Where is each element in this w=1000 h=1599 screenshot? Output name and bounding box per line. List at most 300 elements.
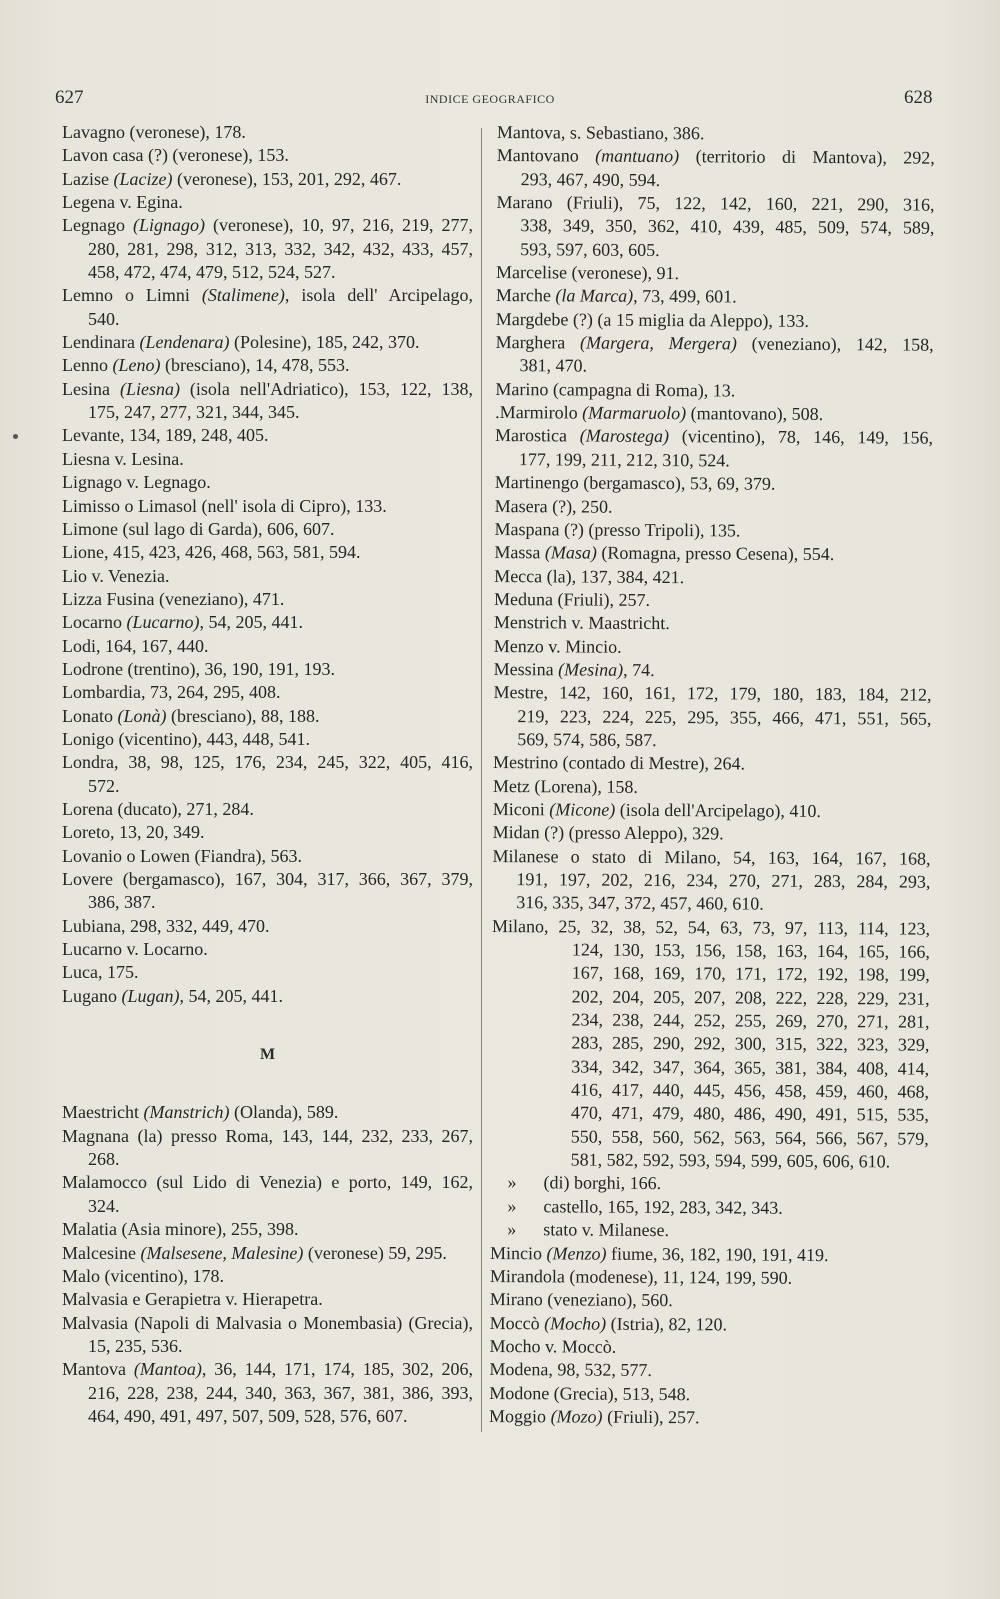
entry-text-rest: (Romagna, presso Cesena), 554. [596,542,835,565]
entry-line [62,588,473,611]
entry-text: Lubiana, 298, 332, 449, 470. [62,915,270,936]
entry-text-rest: (isola dell'Arcipelago), 410. [615,799,822,821]
entry-variant-name: (Margera, Mergera) [579,332,737,354]
entry-text-rest: (Friuli), 257. [602,1406,700,1428]
index-entry [62,635,473,658]
entry-line [62,121,473,144]
index-entry [493,751,931,777]
index-entry [62,751,473,798]
entry-text: Malo (vicentino), 178. [62,1265,224,1286]
entry-line [62,1265,473,1288]
entry-text: Margdebe (?) (a 15 miglia da Aleppo), 133. [495,308,809,331]
entry-text: Modena, 98, 532, 577. [489,1359,652,1381]
entry-text: Limone (sul lago di Garda), 606, 607. [62,518,335,539]
index-entry [490,1195,928,1221]
index-entry [62,1242,473,1265]
entry-continuation-line: 216, 228, 238, 244, 340, 363, 367, 381, 386, 393, [88,1382,473,1403]
index-entry [62,821,473,844]
running-title: INDICE GEOGRAFICO [425,92,555,106]
entry-text: Liesna v. Lesina. [62,448,184,469]
entry-continuation-line: 381, 470. [519,355,588,376]
entry-variant-name: (Liesna) [119,378,180,399]
index-entry [62,1125,473,1172]
entry-text: Mantova, s. Sebastiano, 386. [496,121,705,144]
entry-text-rest: (mantovano), 508. [686,403,824,425]
entry-line [62,284,473,307]
entry-line [62,168,473,191]
entry-line [493,798,931,824]
entry-variant-name: (Marostega) [579,425,670,447]
entry-variant-name: (Lendenara) [139,332,230,353]
entry-text-rest: (Polesine), 185, 242, 370. [229,332,420,353]
entry-text: Massa [494,542,545,563]
entry-line [496,308,934,334]
entry-variant-name: (Lugan) [121,985,180,1006]
entry-line [62,495,473,518]
entry-text: (di) borghi, 166. [543,1172,662,1194]
entry-line [496,261,934,287]
index-entry [496,284,934,310]
index-entry [62,845,473,868]
entry-line [490,1218,928,1244]
entry-text: Miconi [492,798,550,820]
entry-text: Malcesine [62,1242,141,1263]
entry-variant-name: (Micone) [549,799,616,820]
entry-line [62,424,473,447]
entry-text: Marche [495,285,556,306]
entry-line [494,658,932,684]
entry-line [62,1358,473,1381]
index-entry [492,845,930,918]
entry-text: Lesina [62,378,120,399]
index-entry [62,448,473,471]
entry-variant-name: (la Marca) [555,285,634,307]
entry-line [495,424,933,450]
index-entry [494,565,932,591]
entry-text: Legena v. Egina. [62,192,183,213]
entry-text: Malvasia e Gerapietra v. Hierapetra. [62,1289,323,1310]
entry-line [62,448,473,471]
entry-line [62,1288,473,1311]
entry-text-rest: , 36, 144, 171, 174, 185, 302, 206, [201,1359,474,1380]
entry-continuation-line: 293, 467, 490, 594. [520,168,661,190]
index-entry [494,588,932,614]
index-entry [496,308,934,334]
entry-text: Milanese o stato di Milano, 54, 163, 164, 167, 168, [492,845,931,869]
entry-line [490,1195,928,1221]
entry-line [492,915,930,941]
entry-continuation-line: 268. [88,1149,120,1170]
entry-line [62,985,473,1008]
entry-variant-name: (Lucarno) [126,612,200,633]
index-entry [495,331,933,380]
entry-text: Magnana (la) presso Roma, 143, 144, 232, 233, 267, [62,1125,473,1146]
entry-line [62,938,473,961]
entry-text: Masera (?), 250. [494,495,613,517]
entry-line [489,1358,927,1384]
entry-variant-name: (mantuano) [595,145,680,167]
entry-line [62,378,473,401]
entry-line [62,868,473,891]
entry-text: castello, 165, 192, 283, 342, 343. [543,1196,783,1218]
entry-text: Lucarno v. Locarno. [62,939,208,960]
index-entry [494,658,932,684]
entry-line [62,144,473,167]
entry-text: Mirandola (modenese), 11, 124, 199, 590. [489,1265,793,1288]
entry-text: Lio v. Venezia. [62,565,170,586]
entry-continuation-line: 569, 574, 586, 587. [517,729,657,750]
index-entry [489,1382,927,1408]
index-entry [62,728,473,751]
index-entry [494,518,932,544]
entry-line [489,1405,927,1431]
entry-text: Marino (campagna di Roma), 13. [495,378,736,401]
entry-text-rest: (Olanda), 589. [229,1102,339,1123]
entry-text: Mecca (la), 137, 384, 421. [494,565,685,587]
entry-line [496,284,934,310]
entry-text: Modone (Grecia), 513, 548. [489,1382,691,1404]
entry-continuation-line: 334, 342, 347, 364, 365, 381, 384, 408, 414, [571,1056,930,1079]
entry-text-rest: (Istria), 82, 120. [606,1313,728,1334]
entry-continuation-line: 167, 168, 169, 170, 171, 172, 192, 198, 199, [571,962,930,986]
index-entry [494,635,932,661]
entry-text: Moggio [489,1405,551,1427]
entry-text: Mirano (veneziano), 560. [489,1289,673,1311]
entry-text: .Marmirolo [495,402,583,423]
entry-line [62,565,473,588]
index-entry [62,214,473,284]
entry-text-rest: (veronese), 153, 201, 292, 467. [172,168,402,189]
index-entry [62,1265,473,1288]
entry-variant-name: (Masa) [544,542,597,563]
index-entry [62,424,473,447]
entry-line [62,1125,473,1148]
entry-text: Lodi, 164, 167, 440. [62,635,209,656]
entry-continuation-line: 283, 285, 290, 292, 300, 315, 322, 323, 329, [571,1032,930,1056]
index-entry [62,471,473,494]
entry-line [62,214,473,237]
entry-variant-name: (Lonà) [117,705,167,726]
entry-line [62,331,473,354]
entry-text: Lugano [62,985,122,1006]
entry-text: Mantova [62,1359,134,1380]
entry-line [62,1312,473,1335]
entry-text: Lenno [62,355,113,376]
index-entry [62,961,473,984]
entry-line [494,541,932,567]
entry-line [62,821,473,844]
entry-variant-name: (Mozo) [550,1406,603,1427]
index-entry [62,985,473,1008]
entry-continuation-line: 234, 238, 244, 252, 255, 269, 270, 271, 281, [571,1009,930,1032]
entry-text-rest: (veronese), 10, 97, 216, 219, 277, [204,215,473,236]
entry-line [62,518,473,541]
entry-text: Metz (Lorena), 158. [492,775,638,797]
index-entry [62,495,473,518]
entry-line [62,658,473,681]
entry-text-rest: (isola nell'Adriatico), 153, 122, 138, [179,378,473,399]
entry-line [62,798,473,821]
index-entry [62,284,473,331]
entry-text: Lorena (ducato), 271, 284. [62,798,254,819]
entry-line [495,471,933,497]
entry-text: Mincio [490,1242,547,1263]
entry-continuation-line: 177, 199, 211, 212, 310, 524. [518,448,730,471]
entry-variant-name: (Stalimene) [201,285,285,306]
section-letter: M [259,1046,276,1064]
entry-text: Marano (Friuli), 75, 122, 142, 160, 221, 290, 316, [496,192,935,215]
index-entry [62,144,473,167]
entry-line [62,1218,473,1241]
entry-line [490,1288,928,1314]
entry-text: Lavagno (veronese), 178. [62,122,246,142]
entry-text: Lignago v. Legnago. [62,472,211,493]
index-entry [62,658,473,681]
entry-text: Legnago [62,215,133,236]
index-entry [493,681,931,754]
index-entry [491,915,931,1174]
entry-continuation-line: 175, 247, 277, 321, 344, 345. [88,402,300,423]
entry-text: Locarno [62,612,127,633]
ditto-mark: » [507,1219,517,1240]
index-entry [62,868,473,915]
entry-continuation-line: 540. [88,308,120,329]
left-column [62,121,473,1428]
index-entry [490,1288,928,1314]
entry-line [62,635,473,658]
entry-text: Lonato [62,705,118,726]
index-entry [62,331,473,354]
entry-text-rest: (veronese) 59, 295. [303,1242,447,1263]
entry-continuation-line: 219, 223, 224, 225, 295, 355, 466, 471, 551, 565, [517,705,932,729]
entry-text: Malvasia (Napoli di Malvasia o Monembasia) (Grecia), [62,1312,473,1333]
entry-text: Marostica [495,425,580,446]
entry-text: Malamocco (sul Lido di Venezia) e porto, 149, 162, [62,1172,473,1193]
entry-line [490,1312,928,1338]
entry-text: Marcelise (veronese), 91. [496,262,680,284]
entry-text: Maestricht [62,1102,144,1123]
entry-line [497,121,935,147]
index-entry [62,121,473,144]
entry-line [62,705,473,728]
entry-line [62,1242,473,1265]
index-entry [493,798,931,824]
entry-line [62,354,473,377]
entry-line [494,518,932,544]
entry-line [493,821,931,847]
entry-continuation-line: 324. [88,1195,120,1216]
entry-text: Lonigo (vicentino), 443, 448, 541. [62,728,310,749]
entry-line [62,541,473,564]
entry-text: Meduna (Friuli), 257. [494,588,651,610]
entry-line [493,775,931,801]
entry-text: Lavon casa (?) (veronese), 153. [62,145,289,166]
entry-line [493,681,931,707]
entry-variant-name: (Marmaruolo) [582,402,687,424]
index-entry [62,588,473,611]
entry-line [62,471,473,494]
entry-text: Lazise [62,168,114,189]
entry-text: Mantovano [496,145,596,166]
entry-continuation-line: 572. [88,775,120,796]
index-entry [490,1312,928,1338]
entry-variant-name: (Mantoa) [133,1359,202,1380]
entry-text: Marghera [495,332,581,353]
index-entry [495,424,933,473]
index-entry [494,541,932,567]
index-entry [62,168,473,191]
entry-continuation-line: 338, 349, 350, 362, 410, 439, 485, 509, 574, 589, [520,215,935,239]
entry-line [496,191,934,217]
entry-continuation-line: 458, 472, 474, 479, 512, 524, 527. [88,262,336,283]
entry-text: Lovanio o Lowen (Fiandra), 563. [62,845,302,866]
entry-text: Lione, 415, 423, 426, 468, 563, 581, 594. [62,542,361,563]
entry-text: Martinengo (bergamasco), 53, 69, 379. [494,472,776,494]
entry-line [490,1241,928,1267]
entry-line [496,331,934,357]
index-entry [62,1171,473,1218]
entry-text: Lendinara [62,332,140,353]
entry-line [489,1382,927,1408]
entry-continuation-line: 202, 204, 205, 207, 208, 222, 228, 229, 231, [571,986,930,1009]
entry-variant-name: (Lacize) [113,168,173,189]
entry-text: Midan (?) (presso Aleppo), 329. [492,822,724,844]
entry-text: Lodrone (trentino), 36, 190, 191, 193. [62,658,335,679]
entry-line [494,565,932,591]
entry-line [62,191,473,214]
page-number-left: 627 [55,87,84,108]
entry-text: Mestrino (contado di Mestre), 264. [493,752,746,774]
entry-text: Moccò [489,1312,545,1333]
index-entry [62,1312,473,1359]
entry-line [62,845,473,868]
index-entry [490,1265,928,1291]
entry-line [490,1171,928,1197]
index-entry [62,915,473,938]
entry-line [490,1265,928,1291]
index-entry [495,378,933,404]
entry-text: Limisso o Limasol (nell' isola di Cipro), 133. [62,495,387,516]
entry-text: Luca, 175. [62,962,139,983]
index-entry [62,938,473,961]
entry-text-rest: (bresciano), 88, 188. [166,705,320,726]
entry-line [62,961,473,984]
entry-continuation-line: 316, 335, 347, 372, 457, 460, 610. [516,892,764,914]
index-entry [496,191,934,264]
entry-variant-name: (Menzo) [546,1242,607,1264]
entry-line [495,401,933,427]
entry-continuation-line: 280, 281, 298, 312, 313, 332, 342, 432, 433, 457, [88,238,473,259]
entry-text: Menzo v. Mincio. [493,635,622,657]
column-divider [481,128,482,1432]
entry-line [494,611,932,637]
entry-text: Menstrich v. Maastricht. [493,612,670,634]
entry-text: Milano, 25, 32, 38, 52, 54, 63, 73, 97, 113, 114, 123, [492,915,931,939]
index-entry [62,378,473,425]
index-entry [494,611,932,637]
entry-continuation-line: 464, 490, 491, 497, 507, 509, 528, 576, 607. [88,1405,408,1426]
entry-text-rest: fiume, 36, 182, 190, 191, 419. [606,1243,829,1265]
entry-line [62,681,473,704]
index-entry [497,144,935,193]
entry-variant-name: (Malsesene, Malesine) [140,1242,304,1263]
index-entry [62,611,473,634]
index-entry [489,1405,927,1431]
entry-line [494,588,932,614]
entry-text: Lizza Fusina (veneziano), 471. [62,588,285,609]
entry-line [62,611,473,634]
index-entry [62,354,473,377]
entry-list-right [489,121,935,1431]
index-entry [493,775,931,801]
index-entry [62,1101,473,1124]
index-entry [62,798,473,821]
index-entry [493,821,931,847]
entry-continuation-line: 593, 597, 603, 605. [520,238,660,260]
entry-variant-name: (Mocho) [544,1312,607,1334]
entry-text-rest: (veneziano), 142, 158, [736,333,934,355]
entry-line [494,635,932,661]
entry-variant-name: (Leno) [112,355,161,376]
entry-continuation-line: 386, 387. [88,892,156,913]
index-entry [62,1288,473,1311]
entry-line [62,728,473,751]
entry-variant-name: (Manstrich) [143,1102,230,1123]
entry-line [492,845,930,871]
entry-line [495,494,933,520]
entry-text: Maspana (?) (presso Tripoli), 135. [494,518,741,541]
page-number-right: 628 [904,87,933,108]
index-entry [490,1218,928,1244]
entry-line [62,915,473,938]
index-entry [62,541,473,564]
entry-line [62,1171,473,1194]
index-entry [490,1171,928,1197]
entry-text-rest: , isola dell' Arcipelago, [284,285,473,306]
entry-continuation-line: 15, 235, 536. [88,1335,183,1356]
entry-line [493,751,931,777]
entry-text: stato v. Milanese. [543,1219,670,1241]
right-column [489,121,935,1431]
index-entry [62,565,473,588]
entry-text-rest: , 74. [623,659,655,680]
entry-text: Lovere (bergamasco), 167, 304, 317, 366, 367, 379, [62,869,473,889]
index-entry [490,1241,928,1267]
entry-text: Lemno o Limni [62,285,202,306]
entry-text: Loreto, 13, 20, 349. [62,822,205,843]
entry-continuation-line: 416, 417, 440, 445, 456, 458, 459, 460, 468, [571,1079,930,1102]
entry-list-m [62,1101,473,1428]
entry-text-rest: , 54, 205, 441. [199,612,303,633]
entry-text-rest: (bresciano), 14, 478, 553. [160,355,350,376]
entry-text: Levante, 134, 189, 248, 405. [62,425,269,446]
entry-variant-name: (Lignago) [132,215,205,236]
index-entry [489,1358,927,1384]
entry-variant-name: (Mesina) [558,659,624,680]
entry-text-rest: , 73, 499, 601. [633,286,737,307]
entry-continuation-line: 124, 130, 153, 156, 158, 163, 164, 165, 166, [571,939,930,962]
ditto-mark: » [507,1195,517,1216]
entry-list-l [62,121,473,1008]
index-entry [495,401,933,427]
ditto-mark: » [507,1172,517,1193]
entry-continuation-line: 581, 582, 592, 593, 594, 599, 605, 606, 610. [570,1149,891,1172]
entry-text-rest: (territorio di Mantova), 292, [679,146,935,169]
entry-text-rest: , 54, 205, 441. [179,985,283,1006]
index-entry [62,1218,473,1241]
entry-line [489,1335,927,1361]
entry-text: Messina [493,658,559,680]
